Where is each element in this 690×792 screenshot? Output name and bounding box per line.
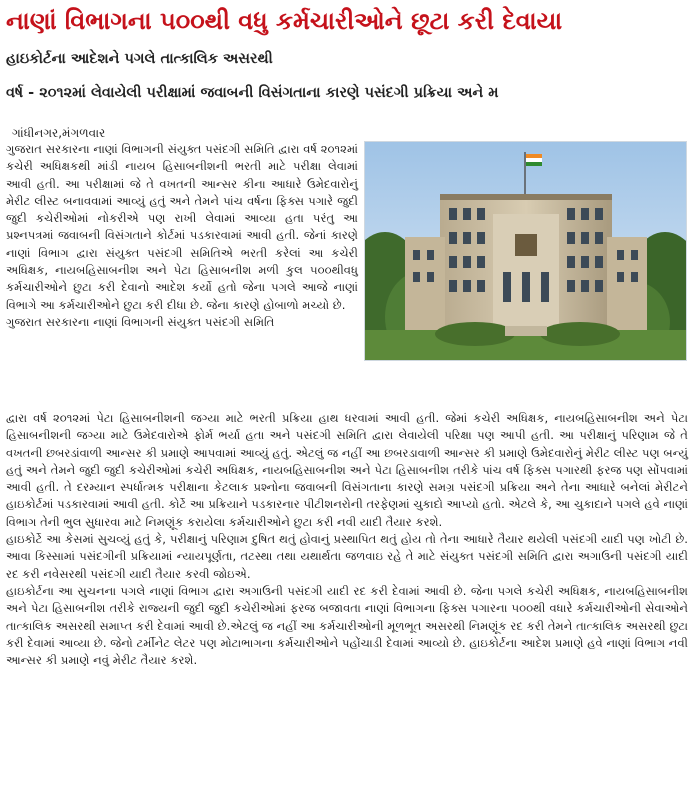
dateline: ગાંધીનગર,મંગળવાર bbox=[12, 126, 106, 140]
paragraph-4: હાઇકોર્ટના આ સુચનના પગલે નાણાં વિભાગ દ્વારા અગાઉની પસંદગી યાદી રદ કરી દેવામાં આવી છે. જેના પગલે કચેરી અધિક્ષક, નાયબહિસાબનીશ અને પેટા હિસાબનીશ તરીકે રાજ્યની જુદી જુદી કચેરીઓમાં ફરજ બજાવતા નાણાં વિભાગના ફિક્સ પગારના ૫૦૦થી વધારે કર્મચારીઓની સેવાઓને તાત્કાલિક અસરથી સમાપ્ત કરી દેવામાં આવી છે.એટલું જ નહીં આ કર્મચારીઓની મૂળભૂત અસરથી નિમણૂંક રદ કરી તેમને તાત્કાલિક અસરથી છુટા કરી દેવામાં આવ્યા છે. જેનો ટર્મીનેટ લેટર પણ મોટાભાગના કર્મચારીઓને પહોંચાડી દેવામાં આવ્યો છે. હાઇકોર્ટના આદેશ પ્રમાણે હવે નાણાં વિભાગ નવી આન્સર કી પ્રમાણે નવું મેરીટ તૈયાર કરશે. bbox=[6, 583, 688, 668]
subheadline: હાઇકોર્ટના આદેશને પગલે તાત્કાલિક અસરથી bbox=[6, 51, 273, 67]
paragraph-3: હાઇકોર્ટે આ કેસમાં સુચવ્યું હતું કે, પરીક્ષાનું પરિણામ દુષિત થતું હોવાનું પ્રસ્થાપિત થતું હોય તો તેના આધારે તૈયાર થયેલી પસંદગી યાદી પણ ખોટી છે. આવા કિસ્સામાં પસંદગીની પ્રક્રિયામાં ન્યાયપૂર્ણતા, તટસ્થા તથા યથાર્થતા જળવાઇ રહે તે માટે સંયુક્ત પસંદગી સમિતિ દ્વારા અગાઉની પસંદગી યાદી રદ કરી નવેસરથી પસંદગી યાદી તૈયાર કરવી જોઇએ. bbox=[6, 532, 688, 581]
strapline: વર્ષ - ૨૦૧૨માં લેવાયેલી પરીક્ષામાં જવાબની વિસંગતાના કારણે પસંદગી પ્રક્રિયા અને મ bbox=[6, 85, 499, 101]
headline: નાણાં વિભાગના ૫૦૦થી વધુ કર્મચારીઓને છૂટા કરી દેવાયા bbox=[6, 7, 563, 35]
article-column bbox=[6, 141, 358, 331]
paragraph-2: દ્વારા વર્ષ ૨૦૧૨માં પેટા હિસાબનીશની જગ્યા માટે ભરતી પ્રક્રિયા હાથ ધરવામાં આવી હતી. જેમાં કચેરી અધિક્ષક, નાયબહિસાબનીશ અને પેટા હિસાબનીશની જગ્યા માટે ઉમેદવારોએ ફોર્મ ભર્યા હતા અને પસંદગી સમિતિ દ્વારા લેવાયેલી પરિક્ષા પણ આપી હતી. આ પરીક્ષાનું પરિણામ જે તે વખતની છબરડાંવાળી આન્સર કી પ્રમાણે આપવામાં આવ્યું હતું. એટલું જ નહીં આ છબરડાવાળી આન્સર કી પ્રમાણે ઉમેદવારોનું મેરીટ લીસ્ટ પણ બન્યું હતું અને તેમને જુદી જુદી કચેરીઓમાં કચેરી અધિક્ષક, નાયબહિસાબનીશ અને પેટા હિસાબનીશ તરીકે પાંચ વર્ષ ફિક્સ પગારથી ફરજ પણ સોંપવામાં આવી હતી. તે દરમ્યાન સ્પર્ધાત્મક પરીક્ષાના કેટલાક પ્રશ્નોના જવાબની વિસંગતાના કારણે સમગ્ર પસંદગી પ્રક્રિયા અને તેના આધારે બનેલાં મેરીટને હાઇકોર્ટમાં પડકારવામાં આવી હતી. કોર્ટે આ પ્રક્રિયાને પડકારનાર પીટીશનરોની તરફેણમાં ચુકાદો આપ્યો હતો. એટલે કે, આ ચુકાદાને પગલે હવે નાણાં વિભાગ તેની ભુલ સુધારવા માટે નિમણૂંક કરાયેલા કર્મચારીઓને છુટા કરી નવી યાદી તૈયાર કરશે. bbox=[6, 411, 688, 529]
building-illustration bbox=[365, 142, 686, 360]
building-photo bbox=[364, 141, 687, 361]
paragraph-2-lead: ગુજરાત સરકારના નાણાં વિભાગની સંયુક્ત પસંદગી સમિતિ bbox=[6, 314, 275, 329]
article-body-wide bbox=[6, 410, 688, 669]
paragraph-1: ગુજરાત સરકારના નાણાં વિભાગની સંયુક્ત પસંદગી સમિતિ દ્વારા વર્ષ ૨૦૧૨માં કચેરી અધિક્ષકથી માંડી નાયબ હિસાબનીશની ભરતી માટે પરીક્ષા લેવામાં આવી હતી. આ પરીક્ષામાં જે તે વખતની આન્સર કીના આધારે ઉમેદવારોનું મેરીટ લીસ્ટ બનાવવામાં આવ્યું હતું અને તેમને પાંચ વર્ષના ફિક્સ પગારે જુદી જુદી કચેરીઓમાં નોકરીએ પણ રાખી લેવામાં આવ્યા હતા પરંતુ આ પ્રશ્નપત્રમાં જવાબની વિસંગતાને કોર્ટમાં પડકારવામાં આવી હતી. જેનાં કારણે નાણાં વિભાગ દ્વારા સંયુક્ત પસંદગી સમિતિએ ભરતી કરેલાં આ કચેરી અધિક્ષક, નાયબહિસાબનીશ અને પેટા હિસાબનીશ મળી કુલ ૫૦૦થીવધુ કર્મચારીઓને છુટા કરી દેવાનો આદેશ કર્યો હતો જેના પગલે આજે નાણાં વિભાગે આ કર્મચારીઓને છુટા કરી દીધા છે. જેના કારણે હોબાળો મચ્યો છે. bbox=[6, 142, 358, 312]
